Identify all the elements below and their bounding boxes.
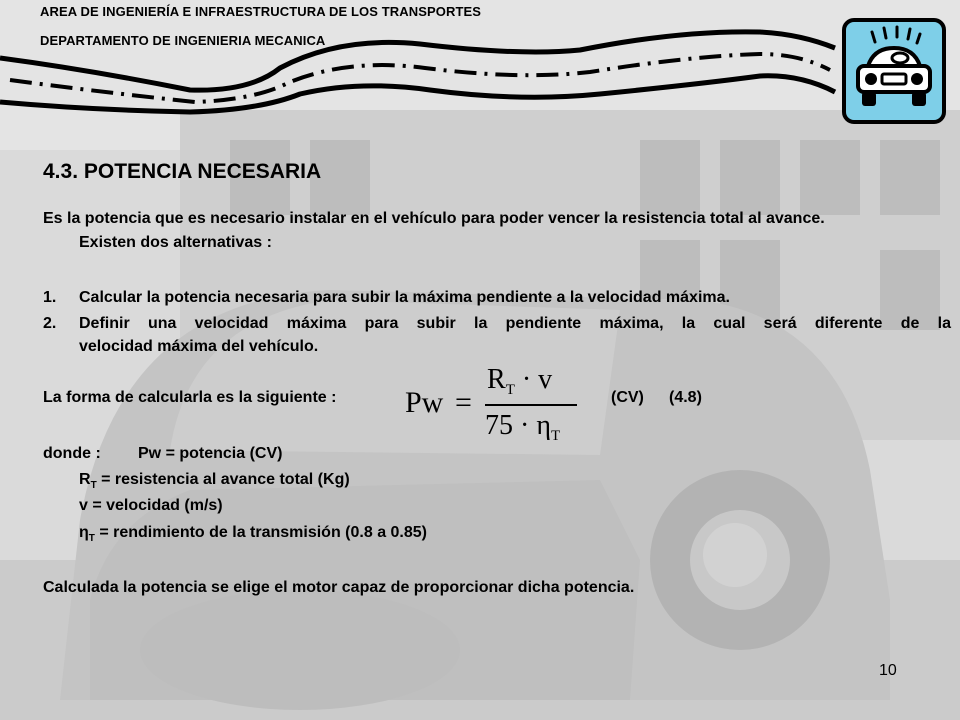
formula-equals: = [455, 386, 472, 419]
list-item-number: 1. [43, 289, 57, 306]
list-item-number: 2. [43, 315, 57, 332]
where-eta: $\eta_T$ = rendimiento de la transmisión (0.8 a 0.85) [79, 524, 427, 544]
fraction-bar [485, 404, 577, 406]
list-item-text-continued: velocidad máxima del vehículo. [79, 338, 319, 355]
road-decoration [0, 20, 840, 130]
header-line-1: AREA DE INGENIERÍA E INFRAESTRUCTURA DE LOS TRANSPORTES [40, 4, 482, 19]
car-icon [842, 18, 946, 124]
where-rt: $R_T$ = resistencia al avance total (Kg) [79, 471, 350, 491]
formula-numerator: $R_T \cdot v$ [487, 364, 553, 398]
where-v: v = velocidad (m/s) [79, 497, 223, 514]
section-title: 4.3. POTENCIA NECESARIA [43, 160, 322, 183]
intro-line-2: Existen dos alternativas : [79, 234, 272, 251]
equation-number: (4.8) [669, 389, 702, 406]
intro-line-1: Es la potencia que es necesario instalar en el vehículo para poder vencer la resistencia total al avance. [43, 210, 825, 227]
list-item-text: Calcular la potencia necesaria para subir la máxima pendiente a la velocidad máxima. [79, 289, 730, 306]
formula-lhs: Pw [405, 386, 444, 419]
list-item-text: Definir una velocidad máxima para subir la pendiente máxima, la cual será diferente de la [79, 315, 951, 332]
conclusion-text: Calculada la potencia se elige el motor capaz de proporcionar dicha potencia. [43, 579, 635, 596]
power-formula [405, 364, 580, 454]
calculation-label: La forma de calcularla es la siguiente : [43, 389, 337, 406]
where-pw: Pw = potencia (CV) [138, 445, 283, 462]
page-number: 10 [879, 662, 897, 679]
where-label: donde : [43, 445, 101, 462]
header-line-2: DEPARTAMENTO DE INGENIERIA MECANICA [40, 33, 326, 48]
units-label: (CV) [611, 389, 644, 406]
formula-denominator: $75 \cdot \eta_T$ [485, 410, 561, 444]
